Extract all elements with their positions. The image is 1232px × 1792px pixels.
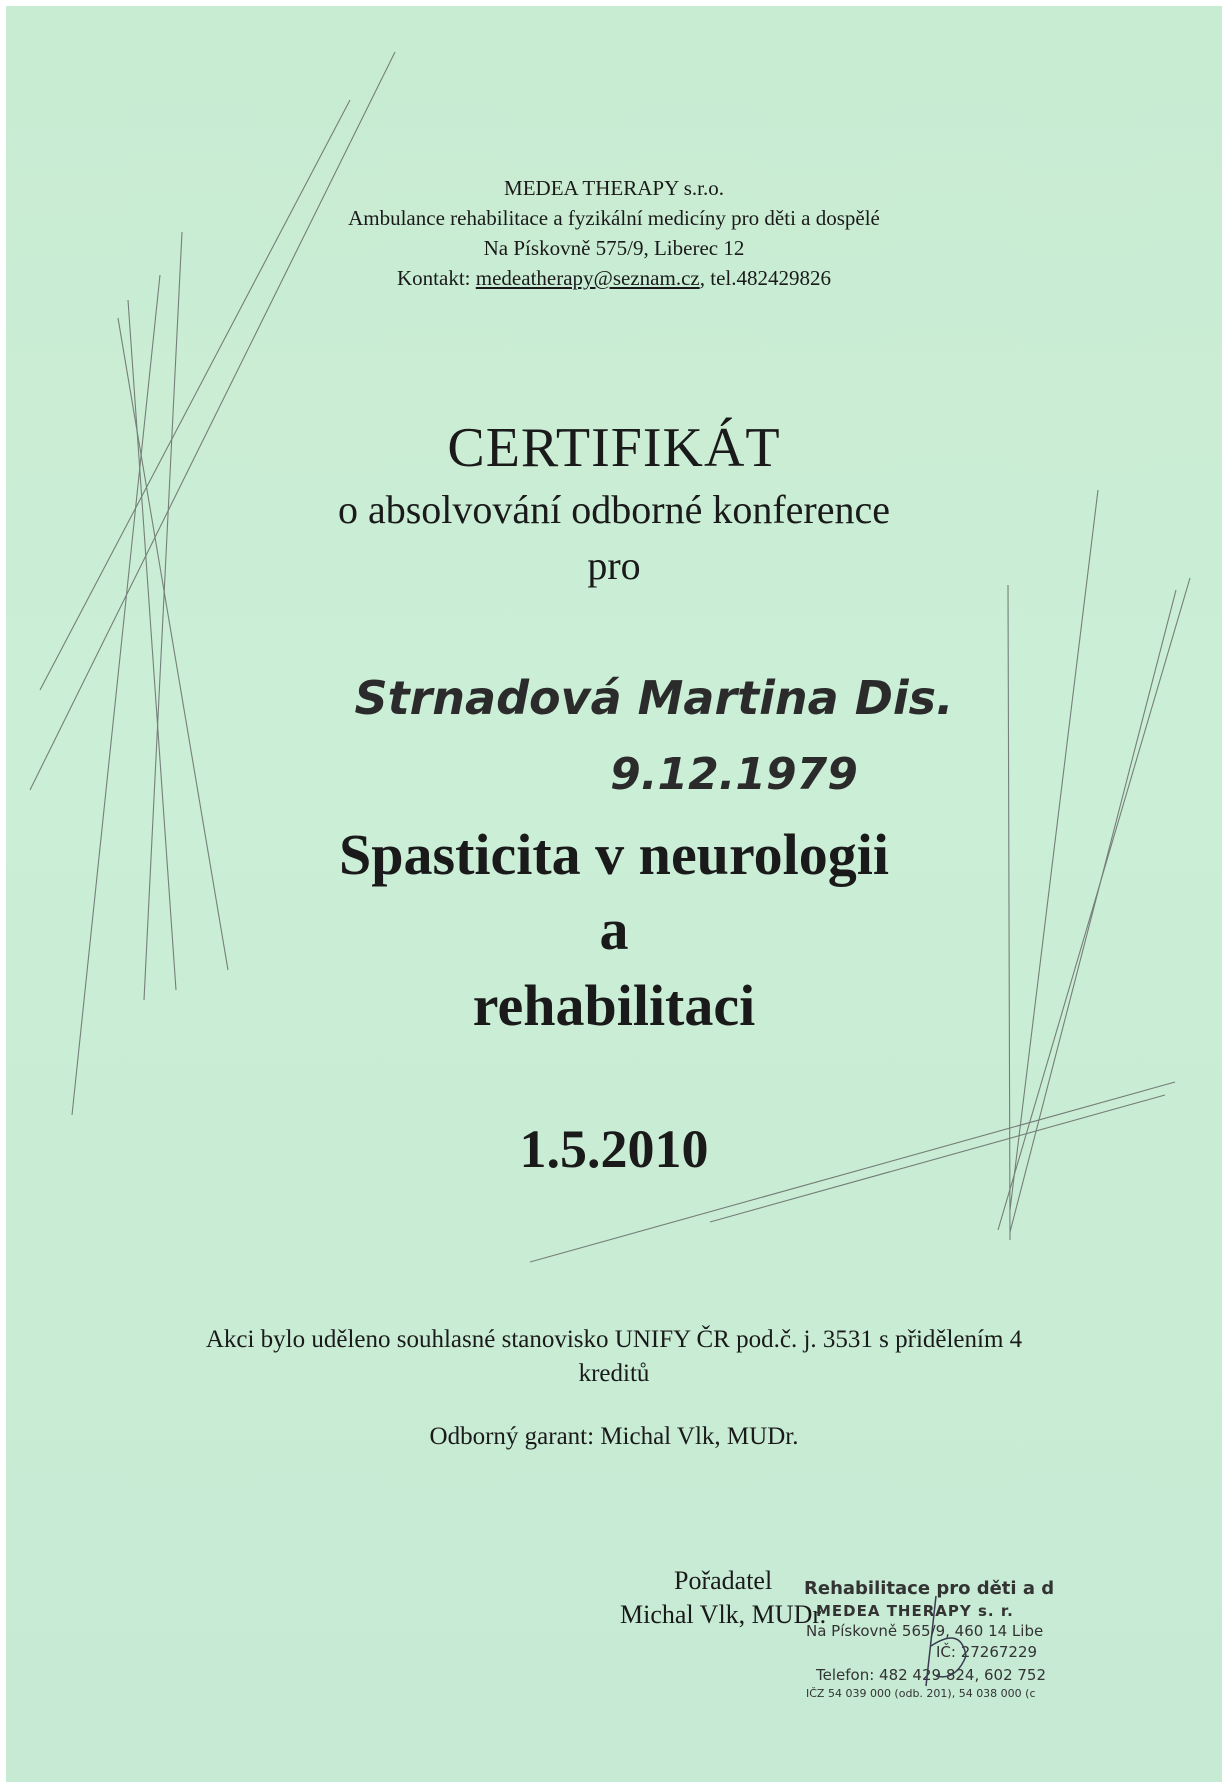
participant-name: Strnadová Martina Dis. <box>354 671 954 725</box>
stamp-line-5: Telefon: 482 429 824, 602 752 <box>816 1666 1047 1684</box>
accreditation-line-1: Akci bylo uděleno souhlasné stanovisko UNIFY ČR pod.č. j. 3531 s přidělením 4 <box>205 1326 1023 1353</box>
stamp-line-1: Rehabilitace pro děti a d <box>804 1578 1055 1599</box>
contact-label: Kontakt: <box>397 266 476 290</box>
guarantor: Odborný garant: Michal Vlk, MUDr. <box>429 1423 799 1450</box>
company-address: Na Pískovně 575/9, Liberec 12 <box>483 236 745 260</box>
stamp-line-3: Na Pískovně 565/9, 460 14 Libe <box>806 1622 1044 1640</box>
certificate-for: pro <box>587 543 641 588</box>
stamp-line-2: MEDEA THERAPY s. r. <box>816 1602 1014 1620</box>
stamp-line-6: IČZ 54 039 000 (odb. 201), 54 038 000 (c <box>806 1687 1036 1700</box>
topic-line-2: a <box>599 897 629 962</box>
contact-phone: , tel.482429826 <box>699 266 831 290</box>
certificate-title: CERTIFIKÁT <box>447 417 781 479</box>
contact-email: medeatherapy@seznam.cz <box>475 266 700 290</box>
conference-date: 1.5.2010 <box>519 1119 709 1179</box>
certificate-page <box>6 6 1222 1782</box>
participant-birth-date: 9.12.1979 <box>610 749 858 800</box>
accreditation-line-2: kreditů <box>578 1360 650 1387</box>
topic-line-1: Spasticita v neurologii <box>339 822 889 887</box>
company-tagline: Ambulance rehabilitace a fyzikální medicíny pro děti a dospělé <box>348 206 880 230</box>
signature-mark <box>906 1586 986 1706</box>
topic-line-3: rehabilitaci <box>472 973 756 1038</box>
stamp-line-4: IČ: 27267229 <box>936 1643 1038 1661</box>
company-name: MEDEA THERAPY s.r.o. <box>504 176 724 200</box>
organizer-name: Michal Vlk, MUDr. <box>620 1600 827 1629</box>
company-contact <box>6 264 1222 292</box>
certificate-subtitle: o absolvování odborné konference <box>337 487 891 532</box>
organizer-label: Pořadatel <box>674 1566 773 1595</box>
